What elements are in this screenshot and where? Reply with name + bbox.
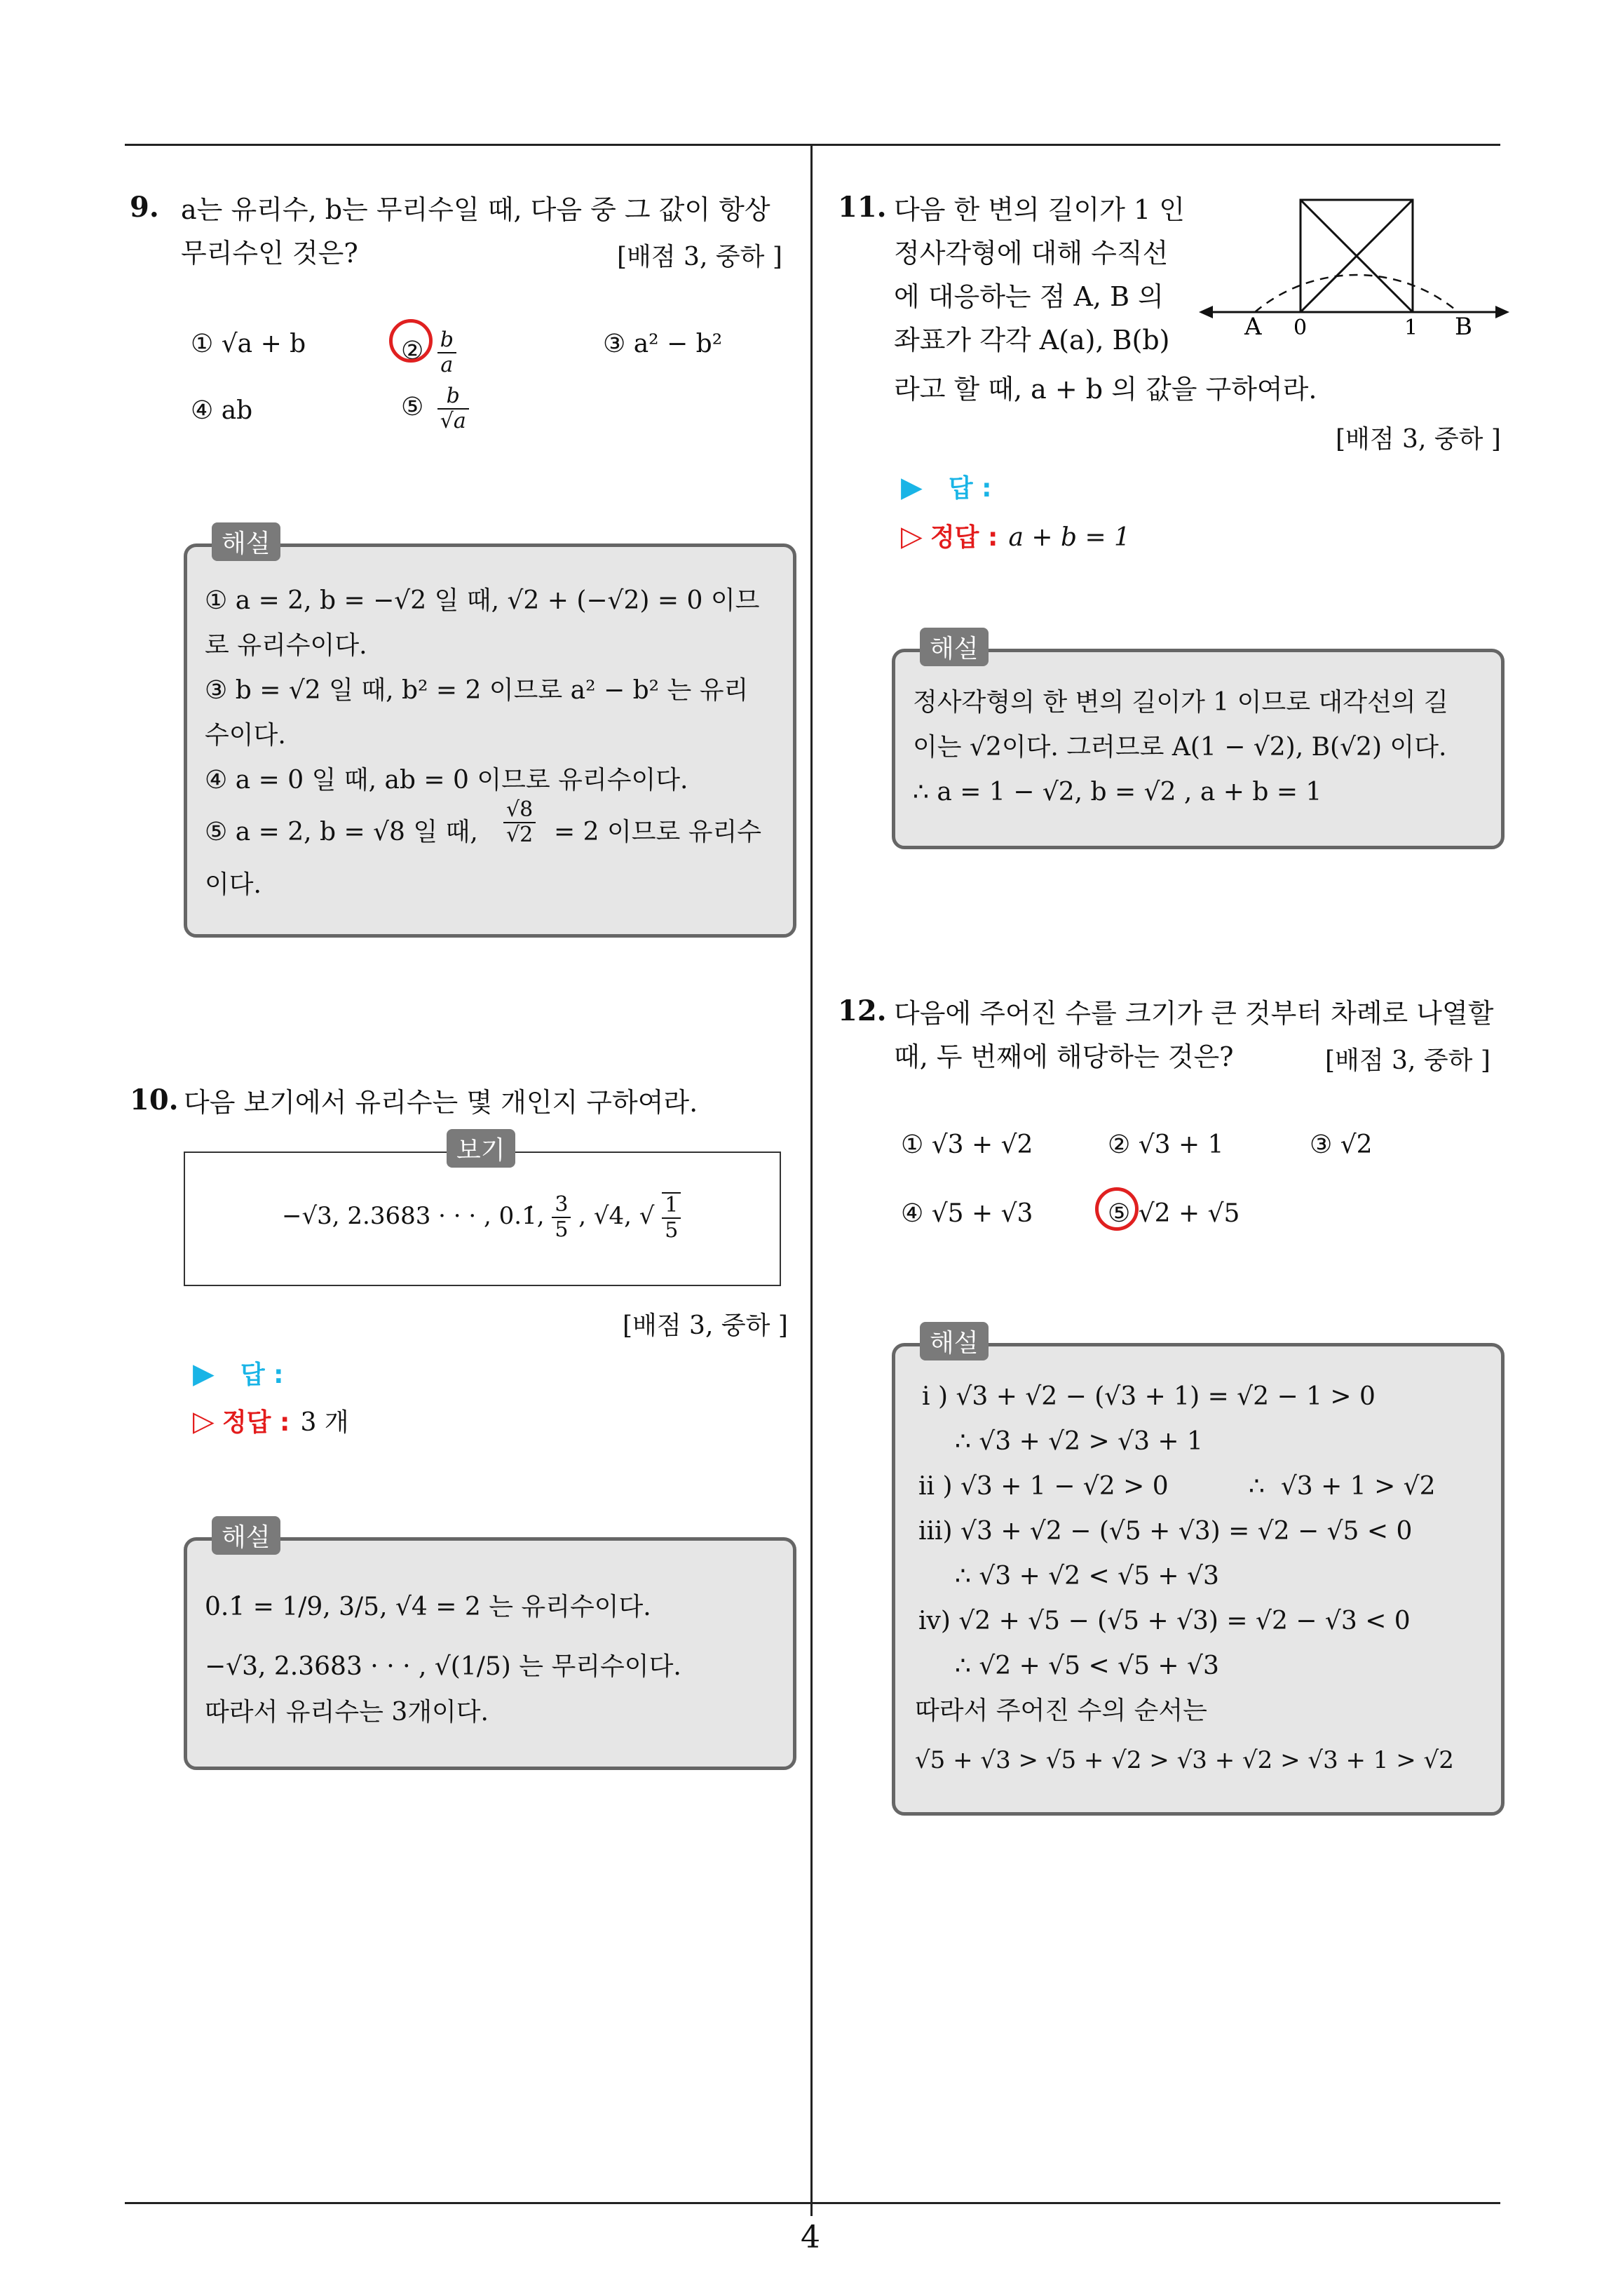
q11-solution-line: ∴ a = 1 − √2, b = √2 , a + b = 1 [913,778,1322,806]
q12-solution-line: ii ) √3 + 1 − √2 > 0 ∴ √3 + 1 > √2 [918,1472,1436,1501]
q9-choice-5-frac [437,384,469,433]
q10-correct-row [193,1403,349,1438]
q9-solution-frac-inner [503,798,536,847]
q12-solution-line: √5 + √3 > √5 + √2 > √3 + √2 > √3 + 1 > √2 [915,1746,1454,1774]
q9-choice-4[interactable]: ④ ab [191,396,253,425]
q10-score: [배점 3, 중하 ] [623,1311,788,1340]
q10-bogi-frac-den: 5 [555,1217,569,1242]
q9-solution-line: = 2 이므로 유리수 [554,818,762,846]
label-1: 1 [1404,316,1418,340]
q12-choice-4[interactable]: ④ √5 + √3 [901,1199,1033,1228]
q11-score: [배점 3, 중하 ] [1336,425,1501,454]
q10-solution-line: −√3, 2.3683 · · · , √(1/5) 는 무리수이다. [205,1652,681,1681]
q10-correct-label: 정답 : [222,1408,290,1437]
q12-solution-line: ∴ √3 + √2 < √5 + √3 [955,1562,1219,1591]
q10-bogi-frac-num: 3 [552,1193,571,1218]
q9-choice-3[interactable]: ③ a² − b² [603,330,723,358]
arrow-left-icon [1199,306,1213,318]
q10-bogi-text2: , √4, √ [578,1202,655,1230]
q9-score: [배점 3, 중하 ] [617,243,782,271]
q12-text-line1: 다음에 주어진 수를 크기가 큰 것부터 차례로 나열할 [894,998,1494,1029]
q9-solution-line: ① a = 2, b = −√2 일 때, √2 + (−√2) = 0 이므 [205,586,760,615]
q9-solution-tag: 해설 [212,522,280,561]
column-divider [810,144,813,2216]
q9-solution-line: ③ b = √2 일 때, b² = 2 이므로 a² − b² 는 유리 [205,676,749,705]
q10-text: 다음 보기에서 유리수는 몇 개인지 구하여라. [184,1087,698,1118]
q12-solution-line: 따라서 주어진 수의 순서는 [915,1696,1207,1725]
q10-correct-value: 3 개 [300,1408,349,1437]
q9-choice-2-frac [437,328,456,377]
q11-solution-tag: 해설 [920,628,989,666]
q9-solution-frac [503,798,536,847]
q9-solution-line: ⑤ a = 2, b = √8 일 때, [205,818,478,846]
page-number: 4 [801,2220,820,2255]
label-0: 0 [1293,316,1308,340]
q12-choice-5[interactable]: ⑤ √2 + √5 [1108,1199,1240,1228]
q10-bogi-frac2 [662,1192,681,1243]
q9-choice-2-num: b [437,328,456,353]
q9-solution-line: 수이다. [205,721,286,750]
q11-text-line: 좌표가 각각 A(a), B(b) [894,325,1170,356]
q9-choice-2-den: a [440,353,454,377]
label-A: A [1244,313,1262,341]
q12-choice-3[interactable]: ③ √2 [1310,1130,1373,1159]
q9-text-line2: 무리수인 것은? [181,238,358,269]
play-arrow-icon: ▶ [193,1358,215,1390]
q9-number: 9. [130,191,159,224]
q9-solution-line: 로 유리수이다. [205,631,367,660]
q9-selected-circle [389,319,433,363]
q11-answer-row [901,468,992,504]
top-rule [125,144,1500,146]
q11-solution-line: 정사각형의 한 변의 길이가 1 이므로 대각선의 길 [913,688,1448,717]
q9-text-line1: a는 유리수, b는 무리수일 때, 다음 중 그 값이 항상 [181,194,770,225]
q12-text-line2: 때, 두 번째에 해당하는 것은? [894,1041,1234,1072]
q11-answer-label: 답 : [948,474,992,503]
q12-solution-line: iv) √2 + √5 − (√5 + √3) = √2 − √3 < 0 [918,1607,1411,1635]
q11-number-line-figure [1195,186,1511,347]
q10-bogi-frac2-num: 1 [662,1194,681,1219]
q11-text-line: 에 대응하는 점 A, B 의 [894,281,1164,312]
q9-choice-5-num: b [437,384,469,410]
q12-solution-tag: 해설 [920,1322,989,1360]
bottom-rule [125,2202,1500,2204]
label-B: B [1455,313,1472,341]
q9-choice-5[interactable] [401,384,469,433]
q12-number: 12. [838,994,887,1027]
q9-solution-line: 이다. [205,870,262,899]
q12-score: [배점 3, 중하 ] [1325,1046,1490,1075]
q11-correct-label: 정답 : [930,523,998,552]
q12-choice-2[interactable]: ② √3 + 1 [1108,1130,1224,1159]
q12-solution-line: iii) √3 + √2 − (√5 + √3) = √2 − √5 < 0 [918,1517,1413,1546]
q10-bogi-tag: 보기 [447,1129,515,1168]
q10-bogi-text: −√3, 2.3683 · · · , 0.1̇, [282,1202,545,1230]
outline-arrow-icon: ▷ [901,520,923,553]
q10-solution-tag: 해설 [212,1516,280,1555]
q12-solution-line: ∴ √3 + √2 > √3 + 1 [955,1427,1203,1456]
q10-solution-line: 0.1̇ = 1/9, 3/5, √4 = 2 는 유리수이다. [205,1593,651,1621]
outline-arrow-icon: ▷ [193,1405,215,1438]
q10-answer-label: 답 : [240,1360,284,1389]
q12-selected-circle [1095,1187,1139,1231]
q9-choice-1[interactable]: ① √a + b [191,330,306,358]
arrow-right-icon [1495,306,1509,318]
q9-solution-frac-num: √8 [503,798,536,823]
q11-number: 11. [838,191,887,224]
q10-bogi-frac [552,1193,571,1242]
q12-solution-line: ∴ √2 + √5 < √5 + √3 [955,1652,1219,1680]
play-arrow-icon: ▶ [901,471,923,504]
q11-correct-row [901,518,1130,553]
q9-choice-2-mark: ② [401,337,424,365]
q11-text-line: 정사각형에 대해 수직선 [894,238,1169,269]
q10-solution-line: 따라서 유리수는 3개이다. [205,1698,489,1727]
q10-number: 10. [130,1083,179,1116]
q9-solution-frac-den: √2 [506,823,534,847]
q10-answer-row [193,1355,284,1391]
q9-choice-5-den: √a [440,409,466,433]
q9-choice-5-mark: ⑤ [401,393,424,421]
q11-solution-line: 이는 √2이다. 그러므로 A(1 − √2), B(√2) 이다. [913,733,1447,762]
q12-solution-line: i ) √3 + √2 − (√3 + 1) = √2 − 1 > 0 [922,1382,1376,1411]
q10-bogi-content [282,1192,681,1243]
q12-choice-1[interactable]: ① √3 + √2 [901,1130,1033,1159]
arc [1255,275,1458,312]
q11-correct-value: a + b = 1 [1008,523,1130,552]
q11-text-line: 라고 할 때, a + b 의 값을 구하여라. [894,374,1317,405]
q11-text-line: 다음 한 변의 길이가 1 인 [894,194,1185,225]
q10-bogi-frac2-den: 5 [665,1218,679,1243]
q9-solution-line: ④ a = 0 일 때, ab = 0 이므로 유리수이다. [205,766,688,795]
